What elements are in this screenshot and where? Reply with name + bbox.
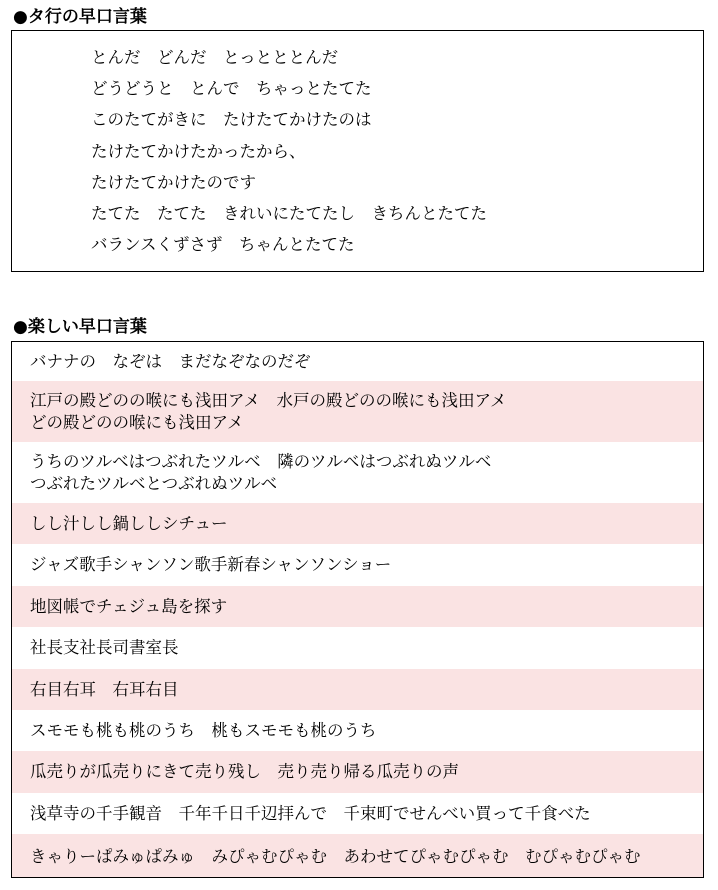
table-row <box>12 627 703 669</box>
section-heading-fun: ●楽しい早口言葉 <box>13 317 147 337</box>
row-text: きゃりーぱみゅぱみゅ みぴゃむぴゃむ あわせてぴゃむぴゃむ むぴゃむぴゃむ <box>30 846 641 866</box>
table-row <box>12 586 703 627</box>
ta-row-line: とんだ どんだ とっとととんだ <box>91 48 339 67</box>
row-text: ジャズ歌手シャンソン歌手新春シャンソンショー <box>30 555 392 574</box>
table-row <box>12 710 703 751</box>
row-text: 地図帳でチェジュ島を探す <box>30 596 228 616</box>
row-text: 浅草寺の千手観音 千年千日千辺拝んで 千束町でせんべい買って千食べた <box>30 803 591 823</box>
row-text: つぶれたツルベとつぶれぬツルベ <box>30 473 278 493</box>
ta-row-line: たけたてかけたかったから、 <box>91 142 306 161</box>
table-row <box>12 503 703 544</box>
section-heading-ta-row: ●タ行の早口言葉 <box>13 7 147 27</box>
row-text: うちのツルベはつぶれたツルベ 隣のツルベはつぶれぬツルベ <box>30 451 492 471</box>
table-row <box>12 342 703 381</box>
table-row <box>12 442 703 503</box>
table-row <box>12 381 703 442</box>
row-text: どの殿どのの喉にも浅田アメ <box>30 412 244 432</box>
table-row <box>12 793 703 834</box>
ta-row-line: どうどうと とんで ちゃっとたてた <box>91 79 372 98</box>
table-row <box>12 544 703 586</box>
ta-row-tongue-twister-box <box>11 30 704 272</box>
row-text: 江戸の殿どのの喉にも浅田アメ 水戸の殿どのの喉にも浅田アメ <box>30 390 507 410</box>
ta-row-line: このたてがきに たけたてかけたのは <box>91 110 372 129</box>
row-text: 右目右耳 右耳右目 <box>30 679 179 699</box>
table-row <box>12 834 703 878</box>
row-text: バナナの なぞは まだなぞなのだぞ <box>30 351 311 371</box>
ta-row-line: たけたてかけたのです <box>91 173 256 192</box>
fun-tongue-twister-table <box>11 341 704 878</box>
table-row <box>12 669 703 710</box>
row-text: 瓜売りが瓜売りにきて売り残し 売り売り帰る瓜売りの声 <box>30 762 459 781</box>
ta-row-line: バランスくずさず ちゃんとたてた <box>91 235 355 254</box>
row-text: スモモも桃も桃のうち 桃もスモモも桃のうち <box>30 720 377 740</box>
row-text: しし汁しし鍋ししシチュー <box>30 513 228 533</box>
ta-row-line: たてた たてた きれいにたてたし きちんとたてた <box>91 204 487 223</box>
table-row <box>12 751 703 793</box>
row-text: 社長支社長司書室長 <box>30 638 179 657</box>
